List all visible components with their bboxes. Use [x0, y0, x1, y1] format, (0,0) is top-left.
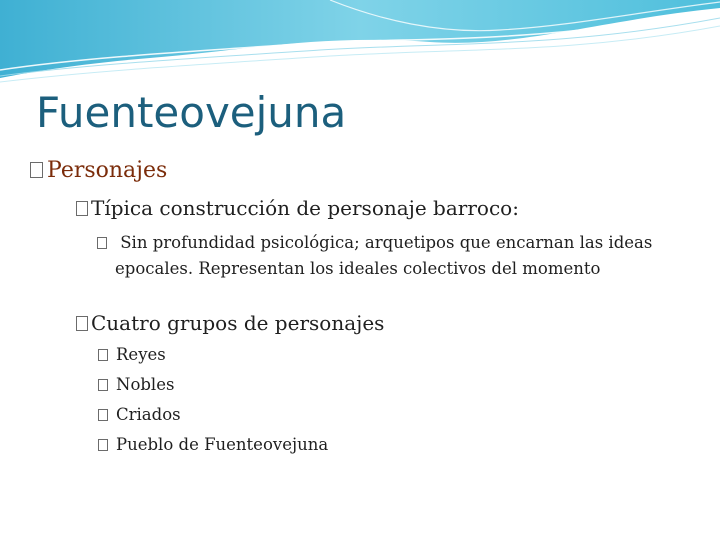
bullet-detail-paragraph [97, 230, 660, 281]
bullet-cuatro-grupos [76, 311, 384, 335]
bullet-label: Cuatro grupos de personajes [91, 311, 385, 335]
list-item [98, 375, 174, 394]
list-item [98, 345, 166, 364]
detail-text: Sin profundidad psicológica; arquetipos que encarnan las ideas epocales. Representan los ideales colectivos del momento [115, 233, 653, 278]
list-item [98, 435, 328, 454]
square-bullet-icon [98, 439, 108, 451]
header-wave-decoration [0, 0, 720, 90]
list-item-label: Nobles [116, 375, 175, 394]
list-item-label: Reyes [116, 345, 166, 364]
square-bullet-icon [97, 237, 107, 249]
bullet-tipica-construccion [76, 196, 519, 220]
square-bullet-icon [98, 379, 108, 391]
list-item [98, 405, 181, 424]
square-bullet-icon [98, 409, 108, 421]
bullet-label: Típica construcción de personaje barroco: [91, 196, 519, 220]
bullet-personajes [30, 158, 167, 183]
square-bullet-icon [98, 349, 108, 361]
square-bullet-icon [30, 162, 43, 178]
slide-title: Fuenteovejuna [36, 88, 347, 137]
square-bullet-icon [76, 316, 88, 331]
square-bullet-icon [76, 201, 88, 216]
list-item-label: Pueblo de Fuenteovejuna [116, 435, 329, 454]
bullet-label: Personajes [47, 158, 168, 183]
list-item-label: Criados [116, 405, 181, 424]
